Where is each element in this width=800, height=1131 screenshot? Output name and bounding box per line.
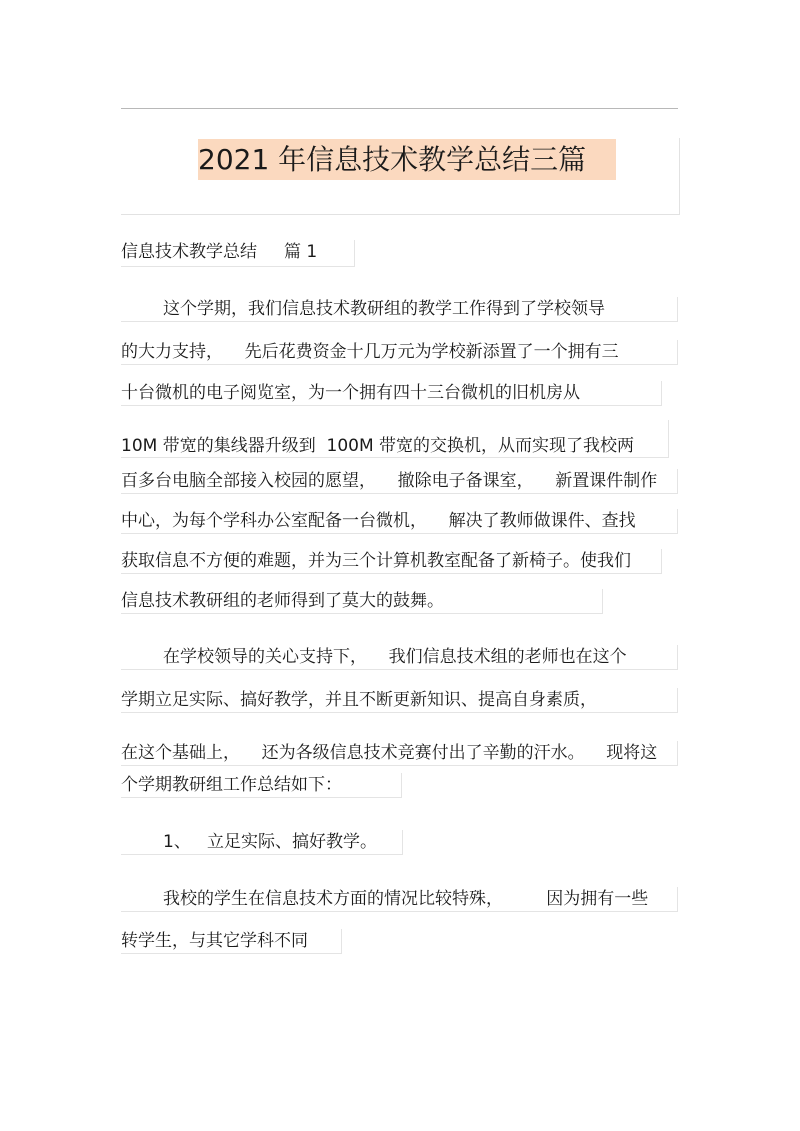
paragraph-line: 这个学期，我们信息技术教研组的教学工作得到了学校领导 [121, 297, 678, 322]
paragraph-line: 10M 带宽的集线器升级到 100M 带宽的交换机，从而实现了我校两 [121, 420, 669, 458]
paragraph-line: 百多台电脑全部接入校园的愿望， 撤除电子备课室， 新置课件制作 [121, 469, 678, 494]
paragraph-line: 学期立足实际、搞好教学，并且不断更新知识、提高自身素质， [121, 688, 678, 713]
paragraph-line: 信息技术教研组的老师得到了莫大的鼓舞。 [121, 589, 603, 614]
numbered-heading: 1、 立足实际、搞好教学。 [121, 830, 403, 855]
paragraph-line: 的大力支持， 先后花费资金十几万元为学校新添置了一个拥有三 [121, 340, 678, 365]
paragraph-line: 个学期教研组工作总结如下： [121, 773, 402, 798]
top-divider [121, 108, 678, 109]
paragraph-line: 在这个基础上， 还为各级信息技术竞赛付出了辛勤的汗水。 现将这 [121, 741, 678, 766]
paragraph-line: 我校的学生在信息技术方面的情况比较特殊， 因为拥有一些 [121, 887, 678, 912]
paragraph-line: 转学生，与其它学科不同 [121, 929, 342, 954]
paragraph-line: 中心，为每个学科办公室配备一台微机， 解决了教师做课件、查找 [121, 509, 678, 534]
section-heading: 信息技术教学总结 篇 1 [121, 240, 355, 267]
paragraph-line: 获取信息不方便的难题，并为三个计算机教室配备了新椅子。使我们 [121, 549, 662, 574]
paragraph-line: 十台微机的电子阅览室，为一个拥有四十三台微机的旧机房从 [121, 381, 662, 406]
document-title: 2021 年信息技术教学总结三篇 [198, 139, 616, 180]
paragraph-line: 在学校领导的关心支持下， 我们信息技术组的老师也在这个 [121, 645, 678, 670]
